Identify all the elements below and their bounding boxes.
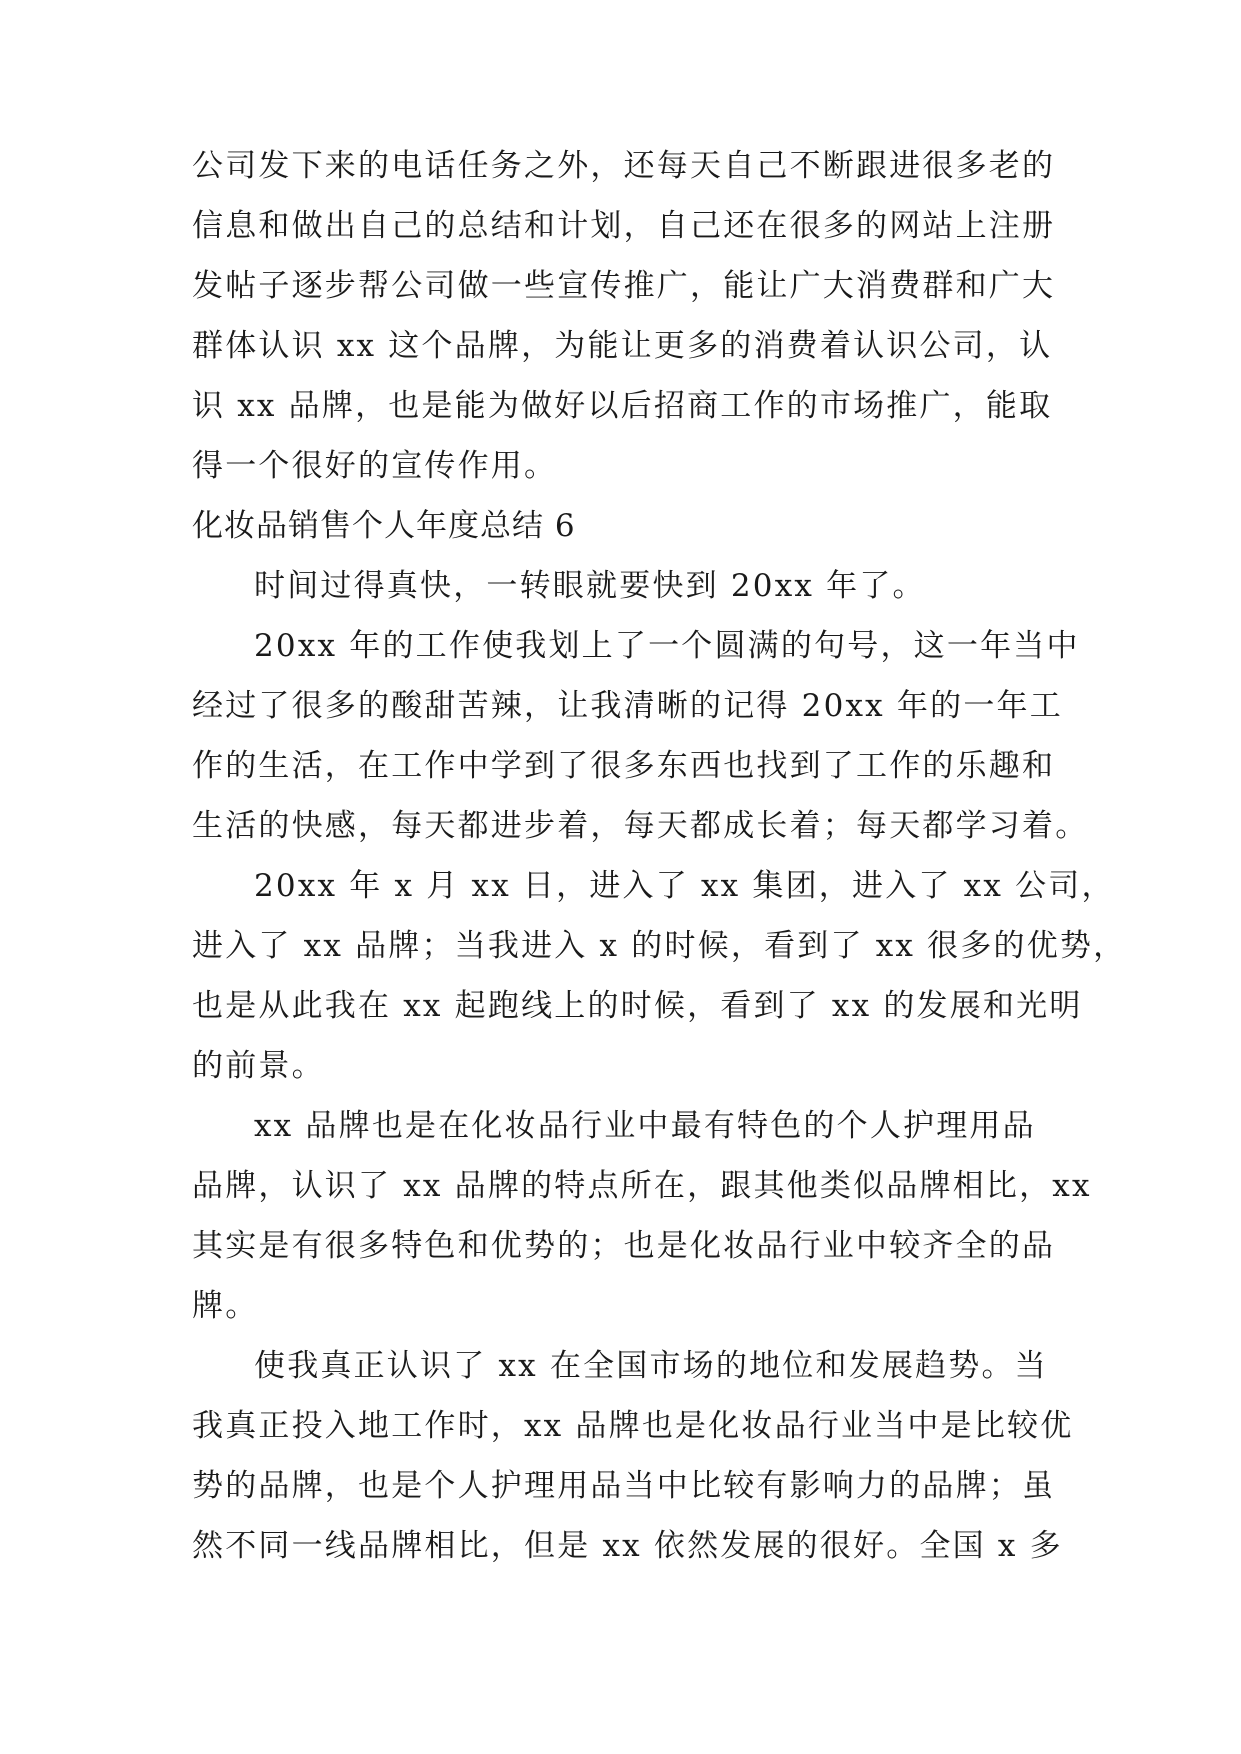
paragraph-line: 20xx 年的工作使我划上了一个圆满的句号，这一年当中 bbox=[254, 628, 1080, 664]
paragraph-line: 作的生活，在工作中学到了很多东西也找到了工作的乐趣和 bbox=[192, 748, 1056, 784]
paragraph-line: 公司发下来的电话任务之外，还每天自己不断跟进很多老的 bbox=[192, 148, 1056, 184]
paragraph-line: 生活的快感，每天都进步着，每天都成长着；每天都学习着。 bbox=[192, 808, 1089, 844]
paragraph-line: 其实是有很多特色和优势的；也是化妆品行业中较齐全的品 bbox=[192, 1228, 1056, 1264]
paragraph-line: 使我真正认识了 xx 在全国市场的地位和发展趋势。当 bbox=[254, 1348, 1048, 1384]
paragraph-line: 识 xx 品牌，也是能为做好以后招商工作的市场推广，能取 bbox=[192, 388, 1053, 424]
section-heading: 化妆品销售个人年度总结 6 bbox=[192, 508, 576, 544]
paragraph-line: 群体认识 xx 这个品牌，为能让更多的消费着认识公司，认 bbox=[192, 328, 1053, 364]
paragraph-line: xx 品牌也是在化妆品行业中最有特色的个人护理用品 bbox=[254, 1108, 1036, 1144]
paragraph-line: 发帖子逐步帮公司做一些宣传推广，能让广大消费群和广大 bbox=[192, 268, 1056, 304]
paragraph-line: 时间过得真快，一转眼就要快到 20xx 年了。 bbox=[254, 568, 926, 604]
paragraph-line: 信息和做出自己的总结和计划，自己还在很多的网站上注册 bbox=[192, 208, 1056, 244]
paragraph-line: 我真正投入地工作时，xx 品牌也是化妆品行业当中是比较优 bbox=[192, 1408, 1074, 1444]
paragraph-line: 经过了很多的酸甜苦辣，让我清晰的记得 20xx 年的一年工 bbox=[192, 688, 1063, 724]
paragraph-line: 20xx 年 x 月 xx 日，进入了 xx 集团，进入了 xx 公司， bbox=[254, 868, 1115, 904]
paragraph-line: 然不同一线品牌相比，但是 xx 依然发展的很好。全国 x 多 bbox=[192, 1528, 1063, 1564]
paragraph-line: 势的品牌，也是个人护理用品当中比较有影响力的品牌；虽 bbox=[192, 1468, 1056, 1504]
paragraph-line: 也是从此我在 xx 起跑线上的时候，看到了 xx 的发展和光明 bbox=[192, 988, 1083, 1024]
paragraph-line: 得一个很好的宣传作用。 bbox=[192, 448, 558, 484]
paragraph-line: 牌。 bbox=[192, 1288, 259, 1324]
paragraph-line: 的前景。 bbox=[192, 1048, 325, 1084]
paragraph-line: 品牌，认识了 xx 品牌的特点所在，跟其他类似品牌相比，xx bbox=[192, 1168, 1092, 1204]
paragraph-line: 进入了 xx 品牌；当我进入 x 的时候，看到了 xx 很多的优势， bbox=[192, 928, 1127, 964]
